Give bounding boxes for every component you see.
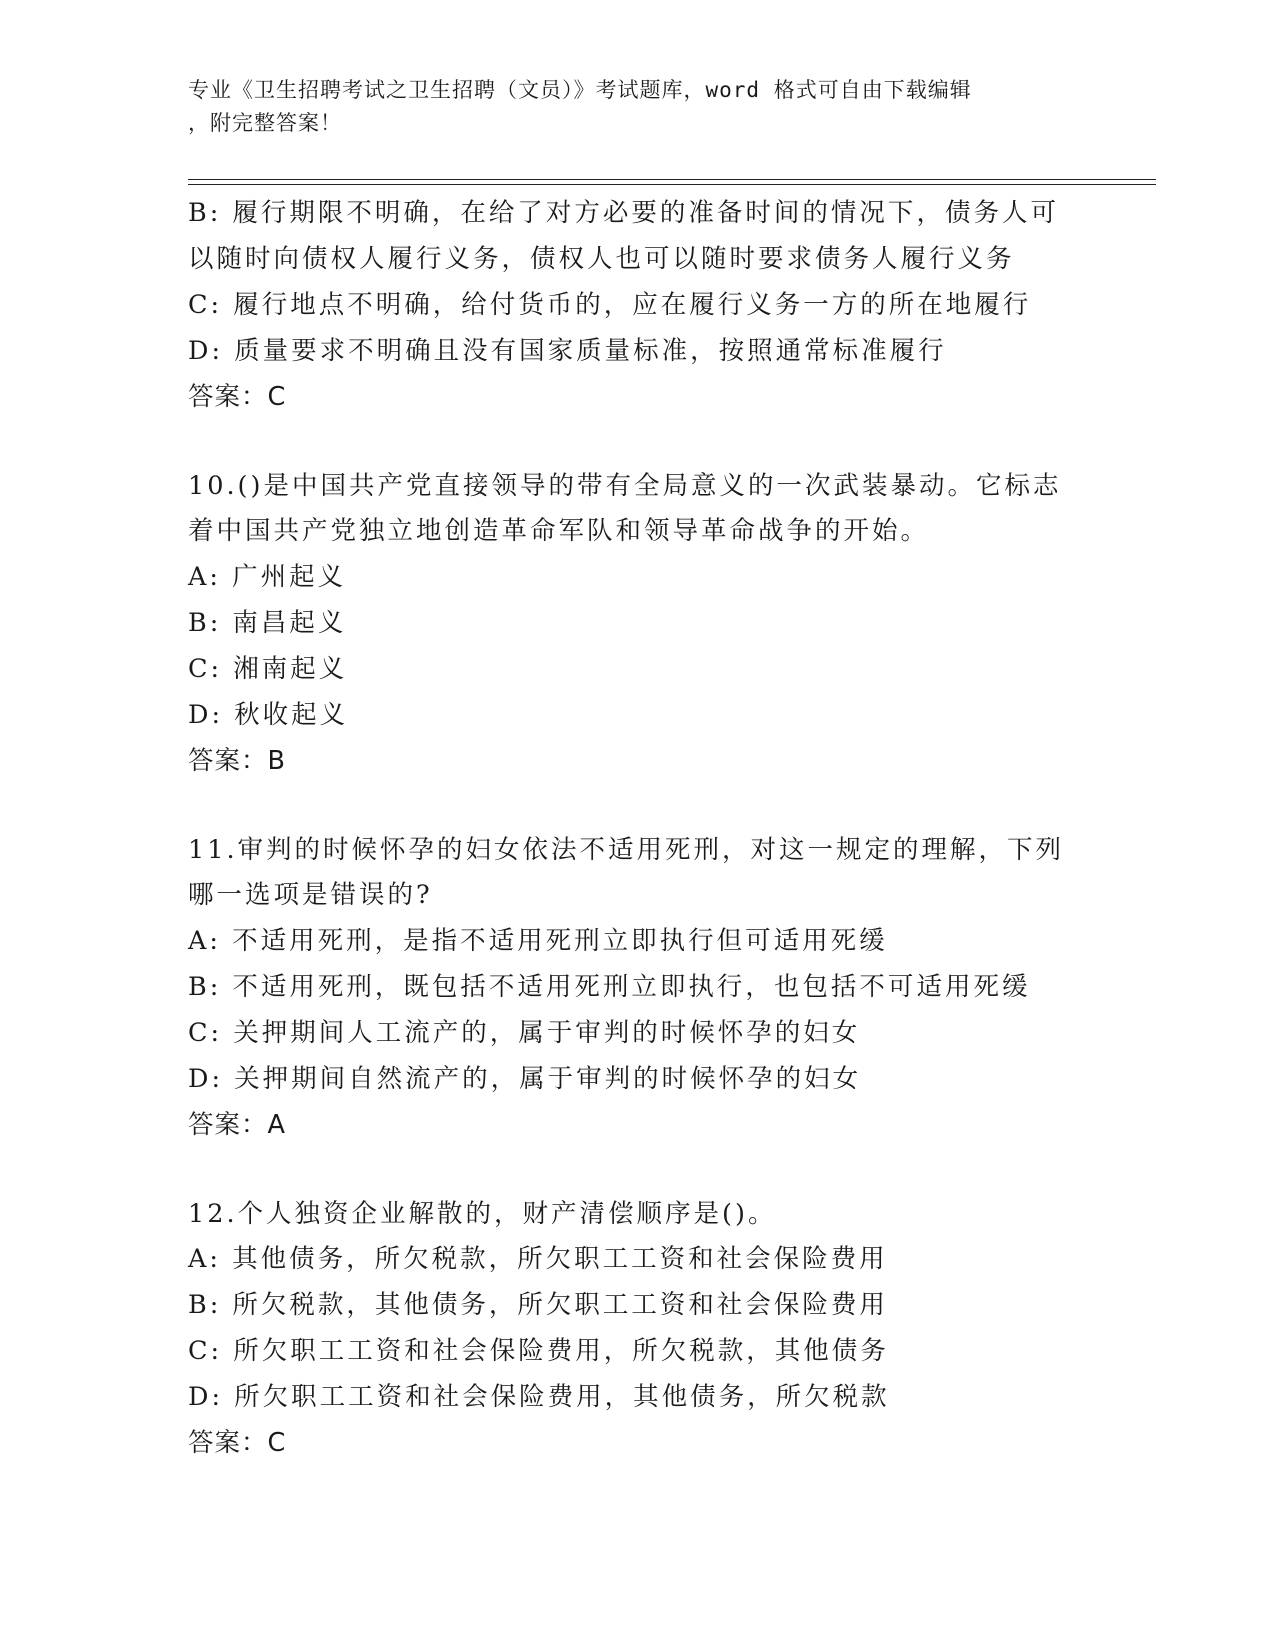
question-stem: 10.()是中国共产党直接领导的带有全局意义的一次武装暴动。它标志 — [188, 471, 1062, 501]
question-12 — [188, 1192, 1088, 1466]
question-stem: 12.个人独资企业解散的，财产清偿顺序是()。 — [188, 1199, 777, 1229]
answer-line: 答案：B — [188, 746, 286, 776]
header-divider-top — [188, 179, 1156, 180]
header-line-2: ，附完整答案！ — [188, 111, 342, 135]
question-continued — [188, 190, 1088, 420]
option-line: B: 履行期限不明确，在给了对方必要的准备时间的情况下，债务人可 — [188, 198, 1059, 228]
question-11 — [188, 828, 1088, 1148]
answer-line: 答案：C — [188, 382, 287, 412]
option-line: C: 湘南起义 — [188, 654, 348, 684]
option-line: D: 所欠职工工资和社会保险费用，其他债务，所欠税款 — [188, 1382, 890, 1412]
answer-line: 答案：C — [188, 1428, 287, 1458]
option-line: C: 所欠职工工资和社会保险费用，所欠税款，其他债务 — [188, 1336, 889, 1366]
option-line: B: 南昌起义 — [188, 608, 347, 638]
option-line: A: 不适用死刑，是指不适用死刑立即执行但可适用死缓 — [188, 926, 888, 956]
answer-line: 答案：A — [188, 1110, 286, 1140]
option-line: A: 广州起义 — [188, 562, 347, 592]
question-stem: 哪一选项是错误的? — [188, 880, 433, 910]
option-line: B: 不适用死刑，既包括不适用死刑立即执行，也包括不可适用死缓 — [188, 972, 1031, 1002]
option-line: A: 其他债务，所欠税款，所欠职工工资和社会保险费用 — [188, 1244, 888, 1274]
question-10 — [188, 464, 1088, 784]
option-line: D: 秋收起义 — [188, 700, 349, 730]
header-line-1: 专业《卫生招聘考试之卫生招聘（文员）》考试题库，word 格式可自由下载编辑 — [188, 78, 972, 102]
option-line: C: 履行地点不明确，给付货币的，应在履行义务一方的所在地履行 — [188, 290, 1032, 320]
option-line: D: 关押期间自然流产的，属于审判的时候怀孕的妇女 — [188, 1064, 862, 1094]
question-list — [188, 190, 1088, 1466]
option-line: B: 所欠税款，其他债务，所欠职工工资和社会保险费用 — [188, 1290, 888, 1320]
document-header — [188, 74, 1068, 140]
option-line: 以随时向债权人履行义务，债权人也可以随时要求债务人履行义务 — [188, 244, 1015, 274]
question-stem: 着中国共产党独立地创造革命军队和领导革命战争的开始。 — [188, 516, 930, 546]
question-stem: 11.审判的时候怀孕的妇女依法不适用死刑，对这一规定的理解，下列 — [188, 835, 1065, 865]
option-line: D: 质量要求不明确且没有国家质量标准，按照通常标准履行 — [188, 336, 947, 366]
header-divider-bottom — [188, 184, 1156, 185]
option-line: C: 关押期间人工流产的，属于审判的时候怀孕的妇女 — [188, 1018, 861, 1048]
